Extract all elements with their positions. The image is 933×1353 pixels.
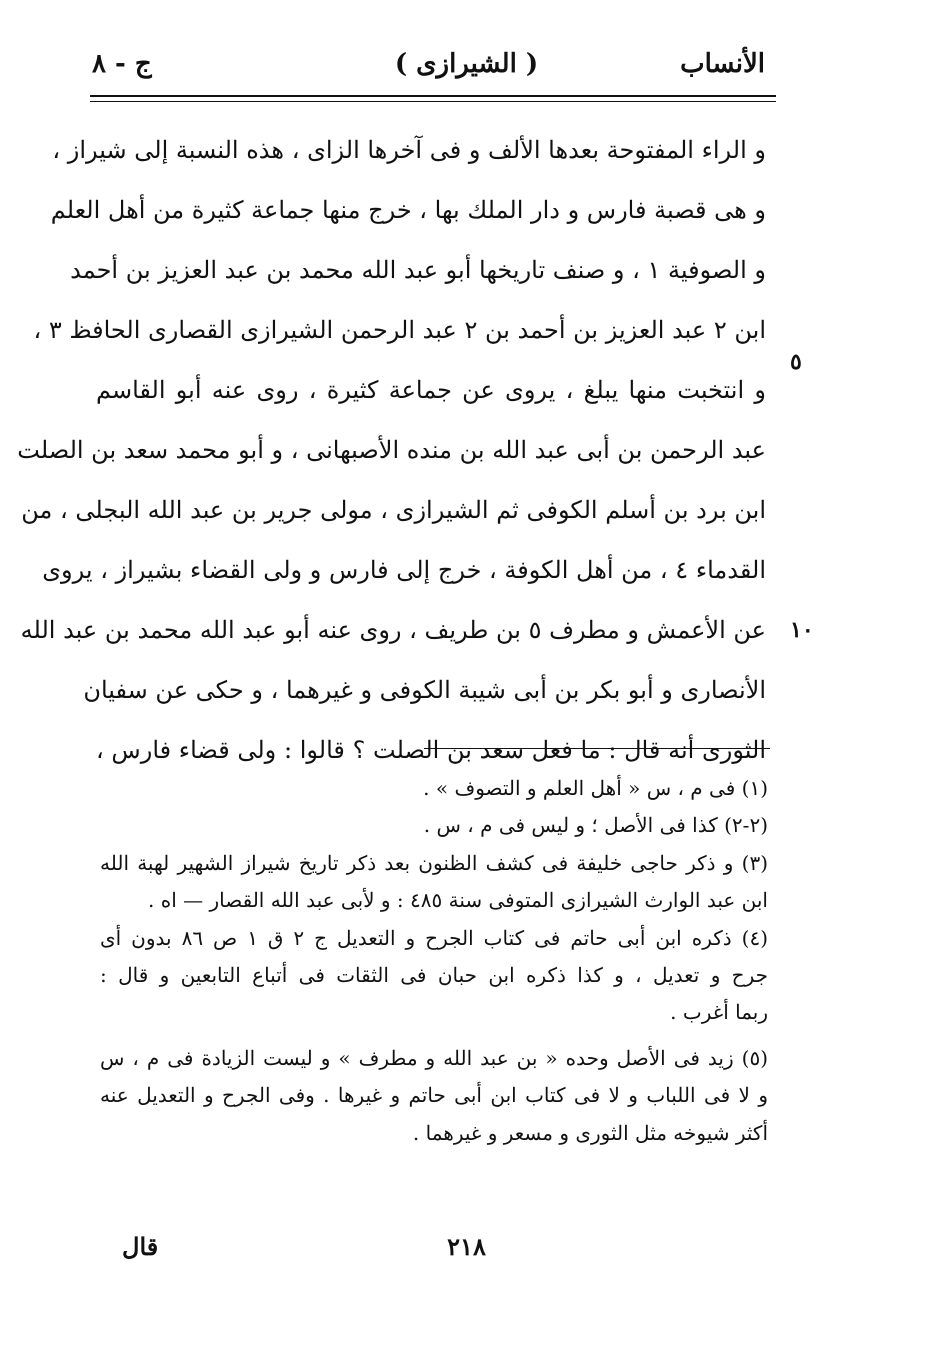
footnote-line: جرح و تعديل ، و كذا ذكره ابن حبان فى الثقات فى أتباع التابعين و قال : [100, 962, 768, 987]
text-line: الأنصارى و أبو بكر بن أبى شيبة الكوفى و غيرهما ، و حكى عن سفيان [83, 676, 766, 704]
running-header-volume: ج - ٨ [92, 49, 152, 79]
running-header-entry-title: ( الشيرازى ) [394, 49, 539, 79]
text-line: و هى قصبة فارس و دار الملك بها ، خرج منها جماعة كثيرة من أهل العلم [50, 196, 766, 224]
footnote-line: ربما أغرب . [670, 1000, 768, 1025]
text-line: القدماء ٤ ، من أهل الكوفة ، خرج إلى فارس و ولى القضاء بشيراز ، يروى [42, 556, 766, 584]
footnote-line: أكثر شيوخه مثل الثورى و مسعر و غيرهما . [412, 1120, 768, 1145]
footnote-line: (٣) و ذكر حاجى خليفة فى كشف الظنون بعد ذكر تاريخ شيراز الشهير لهبة الله [100, 850, 768, 875]
text-line: و انتخبت منها يبلغ ، يروى عن جماعة كثيرة ، روى عنه أبو القاسم [96, 376, 766, 404]
text-line: عن الأعمش و مطرف ٥ بن طريف ، روى عنه أبو عبد الله محمد بن عبد الله [20, 616, 766, 644]
main-text [17, 120, 766, 780]
catchword: قال [122, 1232, 159, 1261]
footnote-line: و لا فى اللباب و لا فى كتاب ابن أبى حاتم و غيرها . وفى الجرح و التعديل عنه [100, 1083, 768, 1108]
footnote-line: (١) فى م ، س « أهل العلم و التصوف » . [423, 776, 768, 800]
line-number-10: ١٠ [790, 617, 814, 643]
text-line: و الراء المفتوحة بعدها الألف و فى آخرها الزاى ، هذه النسبة إلى شيراز ، [52, 136, 766, 164]
text-line: و الصوفية ١ ، و صنف تاريخها أبو عبد الله محمد بن عبد العزيز بن أحمد [70, 256, 766, 284]
header-rule-thin [90, 101, 776, 102]
line-number-5: ٥ [790, 349, 802, 375]
footnote-line: (٢-٢) كذا فى الأصل ؛ و ليس فى م ، س . [423, 813, 768, 838]
page-number: ٢١٨ [447, 1232, 486, 1261]
footnote-line: ابن عبد الوارث الشيرازى المتوفى سنة ٤٨٥ : و لأبى عبد الله القصار — اه . [148, 888, 768, 913]
text-line: ابن ٢ عبد العزيز بن أحمد بن ٢ عبد الرحمن الشيرازى القصارى الحافظ ٣ ، [33, 316, 766, 344]
footnote-separator [424, 748, 770, 749]
footnote-line: (٥) زيد فى الأصل وحده « بن عبد الله و مطرف » و ليست الزيادة فى م ، س [100, 1045, 768, 1070]
text-line: الثورى أنه قال : ما فعل سعد بن الصلت ؟ قالوا : ولى قضاء فارس ، [96, 736, 766, 764]
running-header-book-title: الأنساب [680, 49, 765, 79]
footnote-line: (٤) ذكره ابن أبى حاتم فى كتاب الجرح و التعديل ج ٢ ق ١ ص ٨٦ بدون أى [100, 925, 768, 950]
header-rule-thick [90, 95, 776, 97]
footnotes [100, 770, 768, 1152]
text-line: عبد الرحمن بن أبى عبد الله بن منده الأصبهانى ، و أبو محمد سعد بن الصلت [17, 436, 766, 464]
text-line: ابن برد بن أسلم الكوفى ثم الشيرازى ، مولى جرير بن عبد الله البجلى ، من [21, 496, 766, 524]
